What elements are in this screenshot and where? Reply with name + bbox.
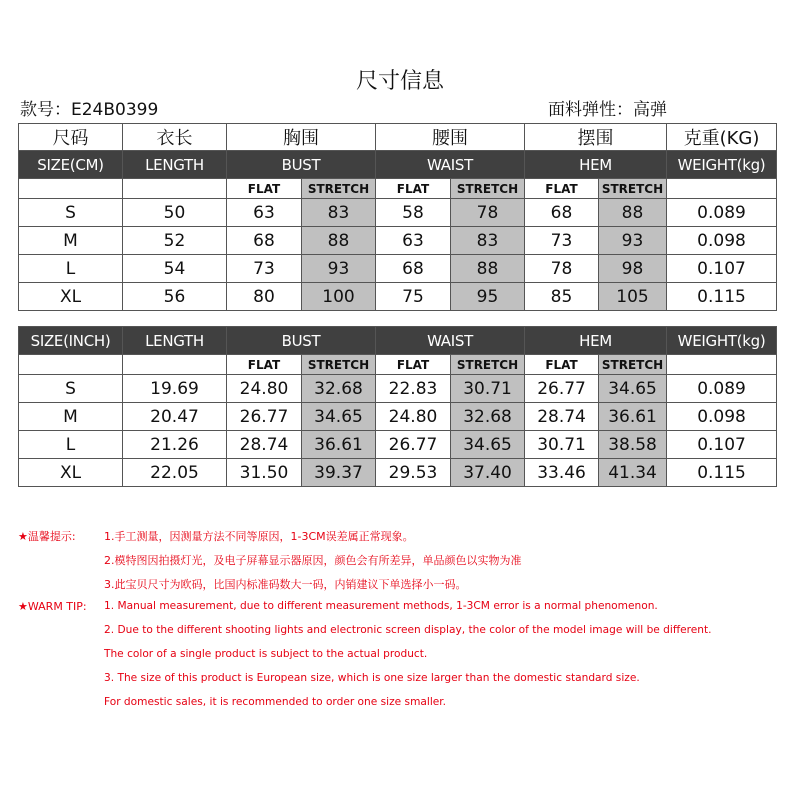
bust-flat-cell: 28.74 xyxy=(227,431,302,459)
size-table-inch xyxy=(18,326,777,487)
hem-flat-cell: 28.74 xyxy=(525,403,599,431)
waist-stretch-cell: 88 xyxy=(451,255,525,283)
en-tip-line: The color of a single product is subject to the actual product. xyxy=(104,648,428,660)
length-cell: 50 xyxy=(123,199,227,227)
bust-flat-cell: 63 xyxy=(227,199,302,227)
waist-flat-cell: 75 xyxy=(376,283,451,311)
sub-blank xyxy=(123,355,227,375)
waist-flat-cell: 26.77 xyxy=(376,431,451,459)
hem-flat-cell: 68 xyxy=(525,199,599,227)
length-cell: 22.05 xyxy=(123,459,227,487)
waist-stretch-cell: 34.65 xyxy=(451,431,525,459)
star-icon: ★ xyxy=(18,530,28,543)
hem-flat-cell: 85 xyxy=(525,283,599,311)
sub-blank xyxy=(667,355,777,375)
weight-cell: 0.089 xyxy=(667,375,777,403)
header-size: SIZE(CM) xyxy=(19,151,123,179)
size-cell: M xyxy=(19,403,123,431)
bust-flat-cell: 31.50 xyxy=(227,459,302,487)
bust-stretch-cell: 36.61 xyxy=(302,431,376,459)
cn-tip-line: 3.此宝贝尺寸为欧码，比国内标准码数大一码，内销建议下单选择小一码。 xyxy=(104,578,467,591)
length-cell: 56 xyxy=(123,283,227,311)
waist-stretch-cell: 78 xyxy=(451,199,525,227)
sub-blank xyxy=(667,179,777,199)
bust-flat-cell: 26.77 xyxy=(227,403,302,431)
cn-tip-line: 1.手工测量，因测量方法不同等原因，1-3CM误差属正常现象。 xyxy=(104,530,414,543)
waist-flat-cell: 58 xyxy=(376,199,451,227)
table-row xyxy=(19,227,777,255)
weight-cell: 0.107 xyxy=(667,255,777,283)
header-bust: BUST xyxy=(227,327,376,355)
sub-stretch: STRETCH xyxy=(302,355,376,375)
table-row xyxy=(19,199,777,227)
weight-cell: 0.115 xyxy=(667,283,777,311)
size-cell: XL xyxy=(19,459,123,487)
hem-stretch-cell: 34.65 xyxy=(599,375,667,403)
table-row xyxy=(19,255,777,283)
en-tip-line: 3. The size of this product is European size, which is one size larger than the domestic standard size. xyxy=(104,672,640,684)
page-title: 尺寸信息 xyxy=(355,69,444,94)
cn-tip-label: ★温馨提示: xyxy=(18,530,76,543)
table-row xyxy=(19,403,777,431)
waist-flat-cell: 22.83 xyxy=(376,375,451,403)
weight-cell: 0.115 xyxy=(667,459,777,487)
sub-stretch: STRETCH xyxy=(302,179,376,199)
header-row xyxy=(19,151,777,179)
table-row xyxy=(19,283,777,311)
size-cell: XL xyxy=(19,283,123,311)
hem-stretch-cell: 36.61 xyxy=(599,403,667,431)
table-row xyxy=(19,375,777,403)
waist-stretch-cell: 95 xyxy=(451,283,525,311)
size-cell: S xyxy=(19,375,123,403)
star-icon: ★ xyxy=(18,600,28,613)
weight-cell: 0.089 xyxy=(667,199,777,227)
sub-flat: FLAT xyxy=(376,355,451,375)
length-cell: 20.47 xyxy=(123,403,227,431)
subheader-row xyxy=(19,355,777,375)
header-weight: WEIGHT(kg) xyxy=(667,327,777,355)
sub-blank xyxy=(19,179,123,199)
sub-stretch: STRETCH xyxy=(451,355,525,375)
bust-flat-cell: 24.80 xyxy=(227,375,302,403)
bust-flat-cell: 73 xyxy=(227,255,302,283)
hem-flat-cell: 30.71 xyxy=(525,431,599,459)
waist-flat-cell: 24.80 xyxy=(376,403,451,431)
style-number: 款号：E24B0399 xyxy=(20,100,159,120)
waist-stretch-cell: 37.40 xyxy=(451,459,525,487)
table-row xyxy=(19,431,777,459)
bust-stretch-cell: 32.68 xyxy=(302,375,376,403)
cn-header-length: 衣长 xyxy=(123,124,227,151)
weight-cell: 0.107 xyxy=(667,431,777,459)
sub-blank xyxy=(123,179,227,199)
sub-flat: FLAT xyxy=(525,179,599,199)
hem-flat-cell: 26.77 xyxy=(525,375,599,403)
sub-stretch: STRETCH xyxy=(451,179,525,199)
weight-cell: 0.098 xyxy=(667,227,777,255)
header-bust: BUST xyxy=(227,151,376,179)
header-hem: HEM xyxy=(525,151,667,179)
sub-stretch: STRETCH xyxy=(599,355,667,375)
length-cell: 54 xyxy=(123,255,227,283)
bust-stretch-cell: 93 xyxy=(302,255,376,283)
sub-flat: FLAT xyxy=(376,179,451,199)
cn-header-hem: 摆围 xyxy=(525,124,667,151)
hem-flat-cell: 33.46 xyxy=(525,459,599,487)
hem-flat-cell: 73 xyxy=(525,227,599,255)
size-cell: L xyxy=(19,255,123,283)
fabric-elasticity: 面料弹性：高弹 xyxy=(548,100,667,120)
bust-stretch-cell: 88 xyxy=(302,227,376,255)
header-length: LENGTH xyxy=(123,151,227,179)
header-hem: HEM xyxy=(525,327,667,355)
header-waist: WAIST xyxy=(376,151,525,179)
size-cell: M xyxy=(19,227,123,255)
hem-stretch-cell: 88 xyxy=(599,199,667,227)
sub-flat: FLAT xyxy=(525,355,599,375)
size-cell: L xyxy=(19,431,123,459)
waist-flat-cell: 63 xyxy=(376,227,451,255)
cn-header-weight: 克重(KG) xyxy=(667,124,777,151)
bust-stretch-cell: 100 xyxy=(302,283,376,311)
sub-flat: FLAT xyxy=(227,179,302,199)
table-row xyxy=(19,459,777,487)
sub-flat: FLAT xyxy=(227,355,302,375)
hem-stretch-cell: 105 xyxy=(599,283,667,311)
header-size: SIZE(INCH) xyxy=(19,327,123,355)
bust-flat-cell: 80 xyxy=(227,283,302,311)
cn-header-bust: 胸围 xyxy=(227,124,376,151)
hem-flat-cell: 78 xyxy=(525,255,599,283)
waist-stretch-cell: 32.68 xyxy=(451,403,525,431)
size-table-cm xyxy=(18,123,777,311)
sub-stretch: STRETCH xyxy=(599,179,667,199)
length-cell: 19.69 xyxy=(123,375,227,403)
length-cell: 52 xyxy=(123,227,227,255)
bust-stretch-cell: 39.37 xyxy=(302,459,376,487)
en-tip-line: 2. Due to the different shooting lights and electronic screen display, the color of the model image will be different. xyxy=(104,624,712,636)
bust-stretch-cell: 34.65 xyxy=(302,403,376,431)
en-tip-line: For domestic sales, it is recommended to order one size smaller. xyxy=(104,696,447,708)
waist-flat-cell: 29.53 xyxy=(376,459,451,487)
cn-header-row xyxy=(19,124,777,151)
bust-flat-cell: 68 xyxy=(227,227,302,255)
cn-header-size: 尺码 xyxy=(19,124,123,151)
header-weight: WEIGHT(kg) xyxy=(667,151,777,179)
subheader-row xyxy=(19,179,777,199)
weight-cell: 0.098 xyxy=(667,403,777,431)
header-row xyxy=(19,327,777,355)
bust-stretch-cell: 83 xyxy=(302,199,376,227)
hem-stretch-cell: 93 xyxy=(599,227,667,255)
cn-tip-line: 2.模特图因拍摄灯光，及电子屏幕显示器原因，颜色会有所差异，单品颜色以实物为准 xyxy=(104,554,522,567)
waist-stretch-cell: 30.71 xyxy=(451,375,525,403)
length-cell: 21.26 xyxy=(123,431,227,459)
waist-stretch-cell: 83 xyxy=(451,227,525,255)
header-length: LENGTH xyxy=(123,327,227,355)
hem-stretch-cell: 98 xyxy=(599,255,667,283)
sub-blank xyxy=(19,355,123,375)
header-waist: WAIST xyxy=(376,327,525,355)
hem-stretch-cell: 41.34 xyxy=(599,459,667,487)
cn-header-waist: 腰围 xyxy=(376,124,525,151)
size-cell: S xyxy=(19,199,123,227)
waist-flat-cell: 68 xyxy=(376,255,451,283)
en-tip-label: ★WARM TIP: xyxy=(18,600,87,613)
hem-stretch-cell: 38.58 xyxy=(599,431,667,459)
en-tip-line: 1. Manual measurement, due to different measurement methods, 1-3CM error is a normal phenomenon. xyxy=(104,600,658,612)
